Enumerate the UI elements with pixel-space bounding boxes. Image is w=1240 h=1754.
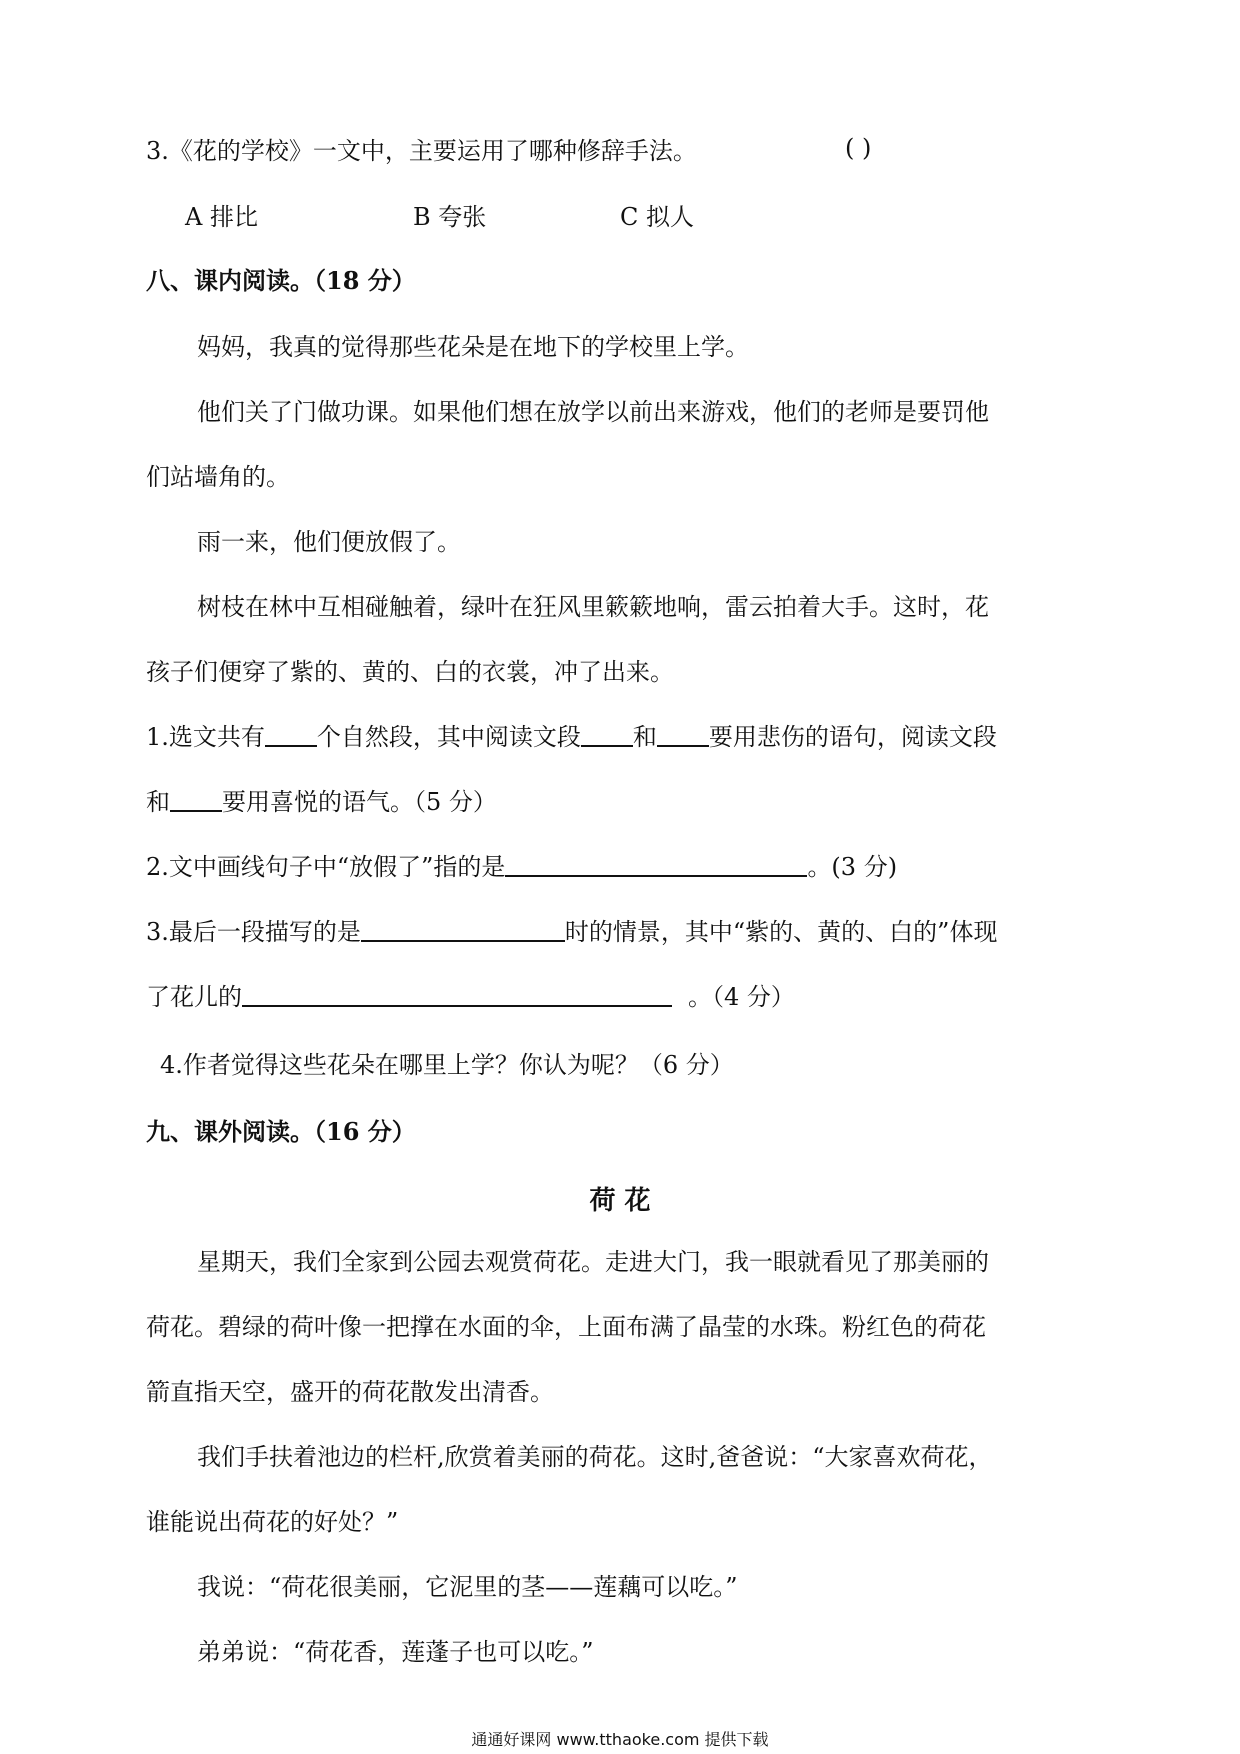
article-paragraph: 荷花。碧绿的荷叶像一把撑在水面的伞，上面布满了晶莹的水珠。粉红色的荷花	[146, 1313, 986, 1341]
question-text: 了花儿的	[146, 983, 242, 1011]
question-text: 要用悲伤的语句，阅读文段	[708, 723, 997, 751]
question-text: 。(3 分)	[807, 853, 898, 881]
passage-paragraph: 孩子们便穿了紫的、黄的、白的衣裳，冲了出来。	[146, 658, 674, 686]
question-8-3	[146, 915, 997, 949]
question-text: 3.最后一段描写的是	[146, 918, 361, 946]
article-paragraph: 谁能说出荷花的好处？”	[146, 1508, 399, 1536]
question-8-1	[146, 720, 997, 754]
question-8-2	[146, 850, 897, 884]
question-8-4: 4.作者觉得这些花朵在哪里上学？你认为呢？（6 分）	[160, 1051, 734, 1079]
article-paragraph: 我说：“荷花很美丽，它泥里的茎——莲藕可以吃。”	[197, 1573, 738, 1601]
section-8-heading: 八、课内阅读。（18 分）	[146, 266, 416, 295]
question-text: 和	[632, 723, 657, 751]
answer-paren: ( )	[845, 134, 872, 162]
answer-blank[interactable]	[361, 916, 565, 942]
answer-blank[interactable]	[657, 721, 709, 747]
answer-blank[interactable]	[505, 851, 807, 877]
answer-blank[interactable]	[265, 721, 317, 747]
page-footer: 通通好课网 www.tthaoke.com 提供下载	[471, 1730, 769, 1749]
question-text: 2.文中画线句子中“放假了”指的是	[146, 853, 506, 881]
answer-blank[interactable]	[242, 981, 672, 1007]
question-text: 个自然段，其中阅读文段	[316, 723, 581, 751]
section-9-heading: 九、课外阅读。（16 分）	[146, 1117, 416, 1146]
passage-paragraph: 树枝在林中互相碰触着，绿叶在狂风里簌簌地响，雷云拍着大手。这时，花	[197, 593, 989, 621]
question-text: 要用喜悦的语气。（5 分）	[222, 788, 497, 816]
article-paragraph: 箭直指天空，盛开的荷花散发出清香。	[146, 1378, 554, 1406]
option-a: A 排比	[185, 203, 258, 231]
article-paragraph: 弟弟说：“荷花香，莲蓬子也可以吃。”	[197, 1638, 594, 1666]
question-3-text: 3.《花的学校》一文中，主要运用了哪种修辞手法。	[146, 137, 697, 165]
option-b: B 夸张	[413, 203, 487, 231]
passage-paragraph: 妈妈，我真的觉得那些花朵是在地下的学校里上学。	[197, 333, 749, 361]
question-text: 1.选文共有	[146, 723, 265, 751]
article-title: 荷 花	[589, 1186, 651, 1216]
article-paragraph: 我们手扶着池边的栏杆,欣赏着美丽的荷花。这时,爸爸说：“大家喜欢荷花，	[197, 1443, 993, 1471]
passage-paragraph: 他们关了门做功课。如果他们想在放学以前出来游戏，他们的老师是要罚他	[197, 398, 989, 426]
question-text: 。（4 分）	[688, 983, 795, 1011]
passage-paragraph: 雨一来，他们便放假了。	[197, 528, 461, 556]
question-8-3-cont	[146, 980, 795, 1014]
passage-paragraph: 们站墙角的。	[146, 463, 290, 491]
option-c: C 拟人	[620, 203, 694, 231]
answer-blank[interactable]	[170, 786, 222, 812]
question-text: 时的情景，其中“紫的、黄的、白的”体现	[564, 918, 998, 946]
article-paragraph: 星期天，我们全家到公园去观赏荷花。走进大门，我一眼就看见了那美丽的	[197, 1248, 989, 1276]
question-text: 和	[146, 788, 170, 816]
answer-blank[interactable]	[581, 721, 633, 747]
question-8-1-cont	[146, 785, 497, 819]
